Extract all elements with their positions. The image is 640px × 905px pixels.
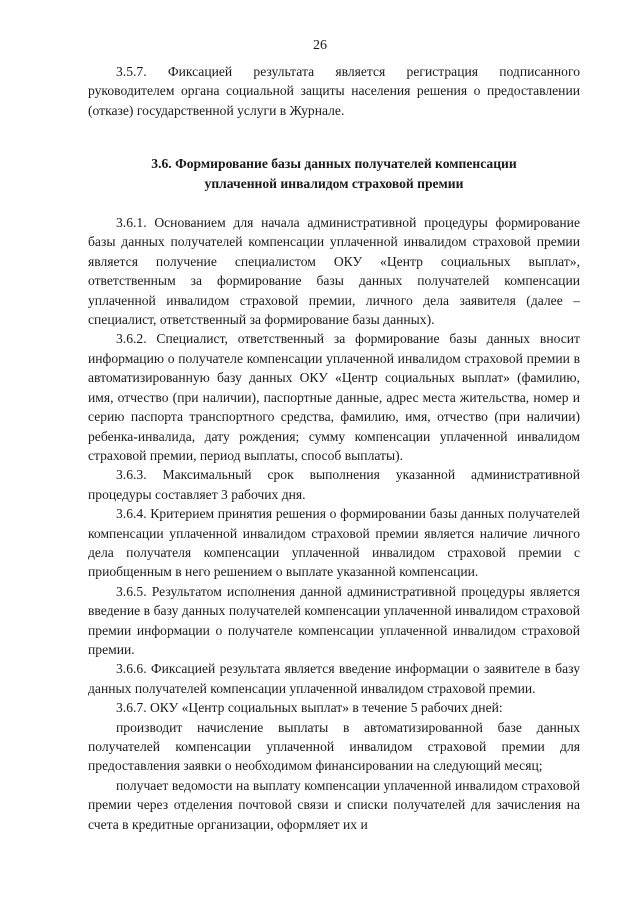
paragraph-3-6-7-item-2: получает ведомости на выплату компенсации уплаченной инвалидом страховой премии через отделения почтовой связи и списки получателей для зачисления на счета в кредитные организации, оформляет их и bbox=[88, 777, 580, 832]
paragraph-3-5-7: 3.5.7. Фиксацией результата является регистрация подписанного руководителем органа социальной защиты населения решения о предоставлении (отказе) государственной услуги в Журнале. bbox=[88, 64, 580, 118]
paragraph-3-6-7: 3.6.7. ОКУ «Центр социальных выплат» в течение 5 рабочих дней: bbox=[116, 700, 503, 716]
section-heading-line-2: уплаченной инвалидом страховой премии bbox=[204, 175, 464, 191]
paragraph-3-6-2: 3.6.2. Специалист, ответственный за формирование базы данных вносит информацию о получателе компенсации уплаченной инвалидом страховой премии в автоматизированную базу данных ОКУ «Центр социальных выплат» (фамилию, имя, отчество (при наличии), паспортные данные, адрес места жительства, номер и серию паспорта транспортного средства, фамилию, имя, отчество (при наличии) ребенка-инвалида, дату рождения; сумму компенсации уплаченной инвалидом страховой премии, период выплаты, способ выплаты). bbox=[88, 331, 580, 463]
section-heading-3-6 bbox=[88, 154, 580, 193]
document-body bbox=[88, 62, 580, 834]
section-heading-line-1: 3.6. Формирование базы данных получателей компенсации bbox=[151, 156, 517, 172]
paragraph-3-6-6: 3.6.6. Фиксацией результата является введение информации о заявителе в базу данных получателей компенсации уплаченной инвалидом страховой премии. bbox=[88, 661, 580, 696]
paragraph-3-6-7-item-1: производит начисление выплаты в автоматизированной базе данных получателей компенсации уплаченной инвалидом страховой премии для предоставления заявки о необходимом финансировании на следующий месяц; bbox=[88, 719, 580, 774]
paragraph-3-6-1: 3.6.1. Основанием для начала административной процедуры формирование базы данных получателей компенсации уплаченной инвалидом страховой премии является получение специалистом ОКУ «Центр социальных выплат», ответственным за формирование базы данных получателей компенсации уплаченной инвалидом страховой премии, личного дела заявителя (далее – специалист, ответственный за формирование базы данных). bbox=[88, 215, 580, 328]
paragraph-3-6-3: 3.6.3. Максимальный срок выполнения указанной административной процедуры составляет 3 рабочих дня. bbox=[88, 467, 580, 502]
page-number: 26 bbox=[313, 38, 327, 53]
paragraph-3-6-4: 3.6.4. Критерием принятия решения о формировании базы данных получателей компенсации уплаченной инвалидом страховой премии является наличие личного дела получателя компенсации уплаченной инвалидом страховой премии с приобщенным в него решением о выплате указанной компенсации. bbox=[88, 506, 580, 580]
paragraph-3-6-5: 3.6.5. Результатом исполнения данной административной процедуры является введение в базу данных получателей компенсации уплаченной инвалидом страховой премии информации о получателе компенсации уплаченной инвалидом страховой премии. bbox=[88, 583, 580, 657]
